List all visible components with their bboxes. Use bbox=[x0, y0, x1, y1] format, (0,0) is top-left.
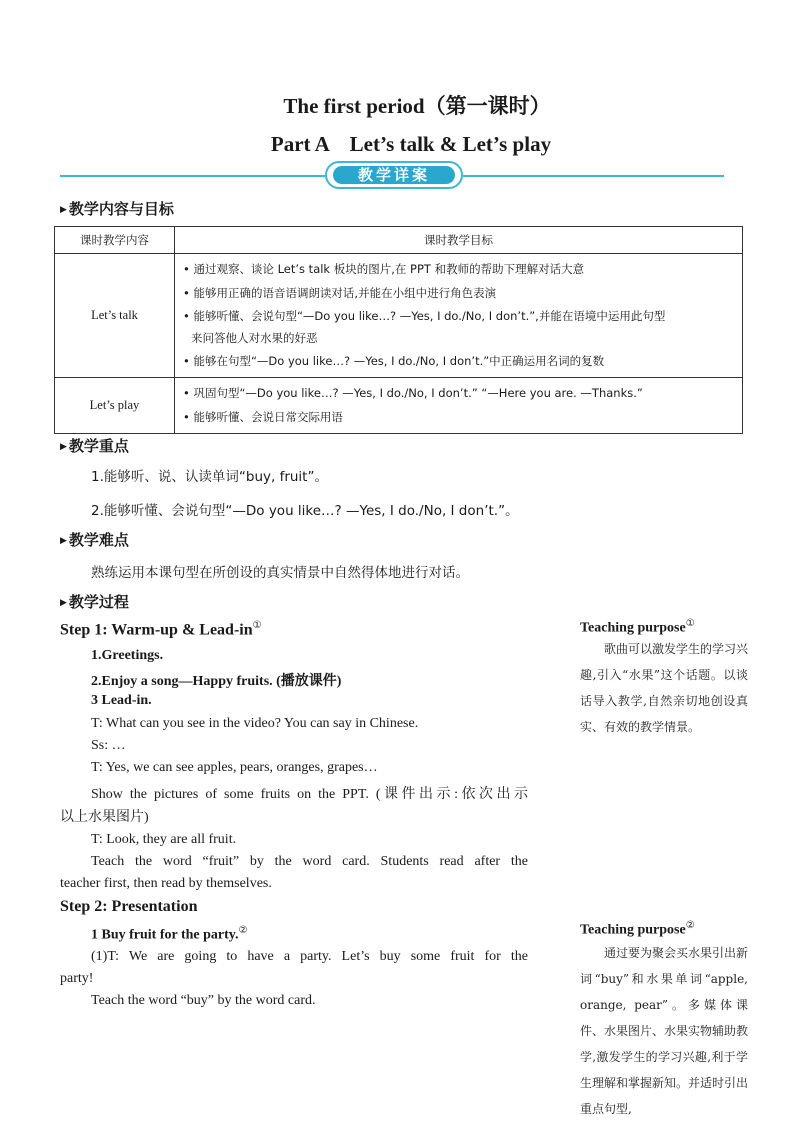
banner-line-left bbox=[60, 175, 325, 177]
footnote-mark: ② bbox=[238, 925, 248, 936]
step2-title: Step 2: Presentation bbox=[60, 898, 198, 915]
section-heading-key-points bbox=[60, 435, 129, 456]
step2-line: (1)T: We are going to have a party. Let’s buy some fruit for the bbox=[91, 949, 528, 964]
list-item: • 能够听懂、会说日常交际用语 bbox=[183, 410, 343, 424]
section-heading-goals-text: 教学内容与目标 bbox=[68, 200, 174, 218]
footnote-mark: ① bbox=[685, 618, 695, 629]
section-heading-difficult-text: 教学难点 bbox=[68, 531, 129, 549]
list-item: • 能够听懂、会说句型“—Do you like…? —Yes, I do./No, I don’t.”,并能在语境中运用此句型 bbox=[183, 309, 666, 323]
banner-line-right bbox=[463, 175, 724, 177]
step1-line: Teach the word “fruit” by the word card. Students read after the bbox=[91, 854, 528, 869]
page-title: The first period（第一课时） bbox=[283, 94, 551, 118]
footnote-mark: ① bbox=[252, 620, 262, 631]
table-cell-goals bbox=[175, 254, 743, 378]
step1-title-text: Step 1: Warm-up & Lead-in bbox=[60, 621, 253, 639]
step1-line: T: Yes, we can see apples, pears, oranges, grapes… bbox=[91, 760, 378, 775]
teaching-purpose-text: 通过要为聚会买水果引出新词“buy”和水果单词“apple, orange, pear”。多媒体课件、水果图片、水果实物辅助教学,激发学生的学习兴趣,利于学生理解和掌握新知。并适时引出重点句型, bbox=[580, 946, 748, 1116]
step2-item-text: 1 Buy fruit for the party. bbox=[91, 927, 239, 943]
step1-item: 1.Greetings. bbox=[91, 648, 164, 663]
step1-item: 2.Enjoy a song—Happy fruits. (播放课件) bbox=[91, 674, 342, 689]
key-point-1: 1.能够听、说、认读单词“buy, fruit”。 bbox=[91, 469, 328, 485]
table-cell-goals bbox=[175, 378, 743, 434]
step1-title bbox=[60, 620, 262, 639]
banner-badge bbox=[325, 161, 463, 189]
goals-table bbox=[54, 226, 743, 434]
list-item: 来问答他人对水果的好恶 bbox=[191, 331, 318, 345]
step1-line: Show the pictures of some fruits on the PPT. (课件出示:依次出示 bbox=[91, 787, 528, 802]
teaching-purpose-label-text: Teaching purpose bbox=[580, 620, 686, 636]
triangle-bullet-icon: ▶ bbox=[60, 442, 67, 452]
section-heading-difficult bbox=[60, 529, 129, 550]
list-item: • 巩固句型“—Do you like…? —Yes, I do./No, I don’t.” “—Here you are. —Thanks.” bbox=[183, 386, 643, 400]
page-subtitle: Part A Let’s talk & Let’s play bbox=[270, 132, 552, 156]
teaching-purpose-label bbox=[580, 920, 695, 939]
footnote-mark: ② bbox=[685, 920, 695, 931]
step2-item bbox=[91, 925, 247, 944]
table-cell-content: Let’s talk bbox=[55, 254, 175, 378]
step1-line: teacher first, then read by themselves. bbox=[60, 876, 272, 891]
teaching-purpose-label-text: Teaching purpose bbox=[580, 922, 686, 938]
teaching-purpose-text: 歌曲可以激发学生的学习兴趣,引入“水果”这个话题。以谈话导入教学,自然亲切地创设真实、有效的教学情景。 bbox=[580, 642, 749, 734]
triangle-bullet-icon: ▶ bbox=[60, 536, 67, 546]
step2-line: party! bbox=[60, 971, 94, 986]
table-header-row bbox=[55, 227, 743, 254]
section-heading-process bbox=[60, 591, 129, 612]
key-point-2: 2.能够听懂、会说句型“—Do you like…? —Yes, I do./No, I don’t.”。 bbox=[91, 503, 519, 519]
list-item: • 通过观察、谈论 Let’s talk 板块的图片,在 PPT 和教师的帮助下理解对话大意 bbox=[183, 262, 585, 276]
table-header-cell: 课时教学内容 bbox=[55, 227, 175, 254]
section-heading-process-text: 教学过程 bbox=[68, 593, 129, 611]
difficult-point: 熟练运用本课句型在所创设的真实情景中自然得体地进行对话。 bbox=[91, 565, 469, 581]
step1-line: T: Look, they are all fruit. bbox=[91, 832, 237, 847]
section-heading-key-text: 教学重点 bbox=[68, 437, 129, 455]
table-cell-content: Let’s play bbox=[55, 378, 175, 434]
step1-item: 3 Lead-in. bbox=[91, 693, 152, 708]
list-item: • 能够用正确的语音语调朗读对话,并能在小组中进行角色表演 bbox=[183, 286, 497, 300]
table-row bbox=[55, 254, 743, 378]
triangle-bullet-icon: ▶ bbox=[60, 205, 67, 215]
section-heading-goals bbox=[60, 198, 174, 219]
table-header-cell: 课时教学目标 bbox=[175, 227, 743, 254]
list-item: • 能够在句型“—Do you like…? —Yes, I do./No, I don’t.”中正确运用名词的复数 bbox=[183, 354, 605, 368]
teaching-purpose-label bbox=[580, 618, 695, 637]
step2-line: Teach the word “buy” by the word card. bbox=[91, 993, 316, 1008]
banner-badge-label: 教学详案 bbox=[333, 166, 455, 184]
triangle-bullet-icon: ▶ bbox=[60, 598, 67, 608]
step1-line: 以上水果图片) bbox=[60, 810, 149, 825]
step1-line: T: What can you see in the video? You can say in Chinese. bbox=[91, 716, 419, 731]
table-row bbox=[55, 378, 743, 434]
step1-line: Ss: … bbox=[91, 738, 126, 753]
